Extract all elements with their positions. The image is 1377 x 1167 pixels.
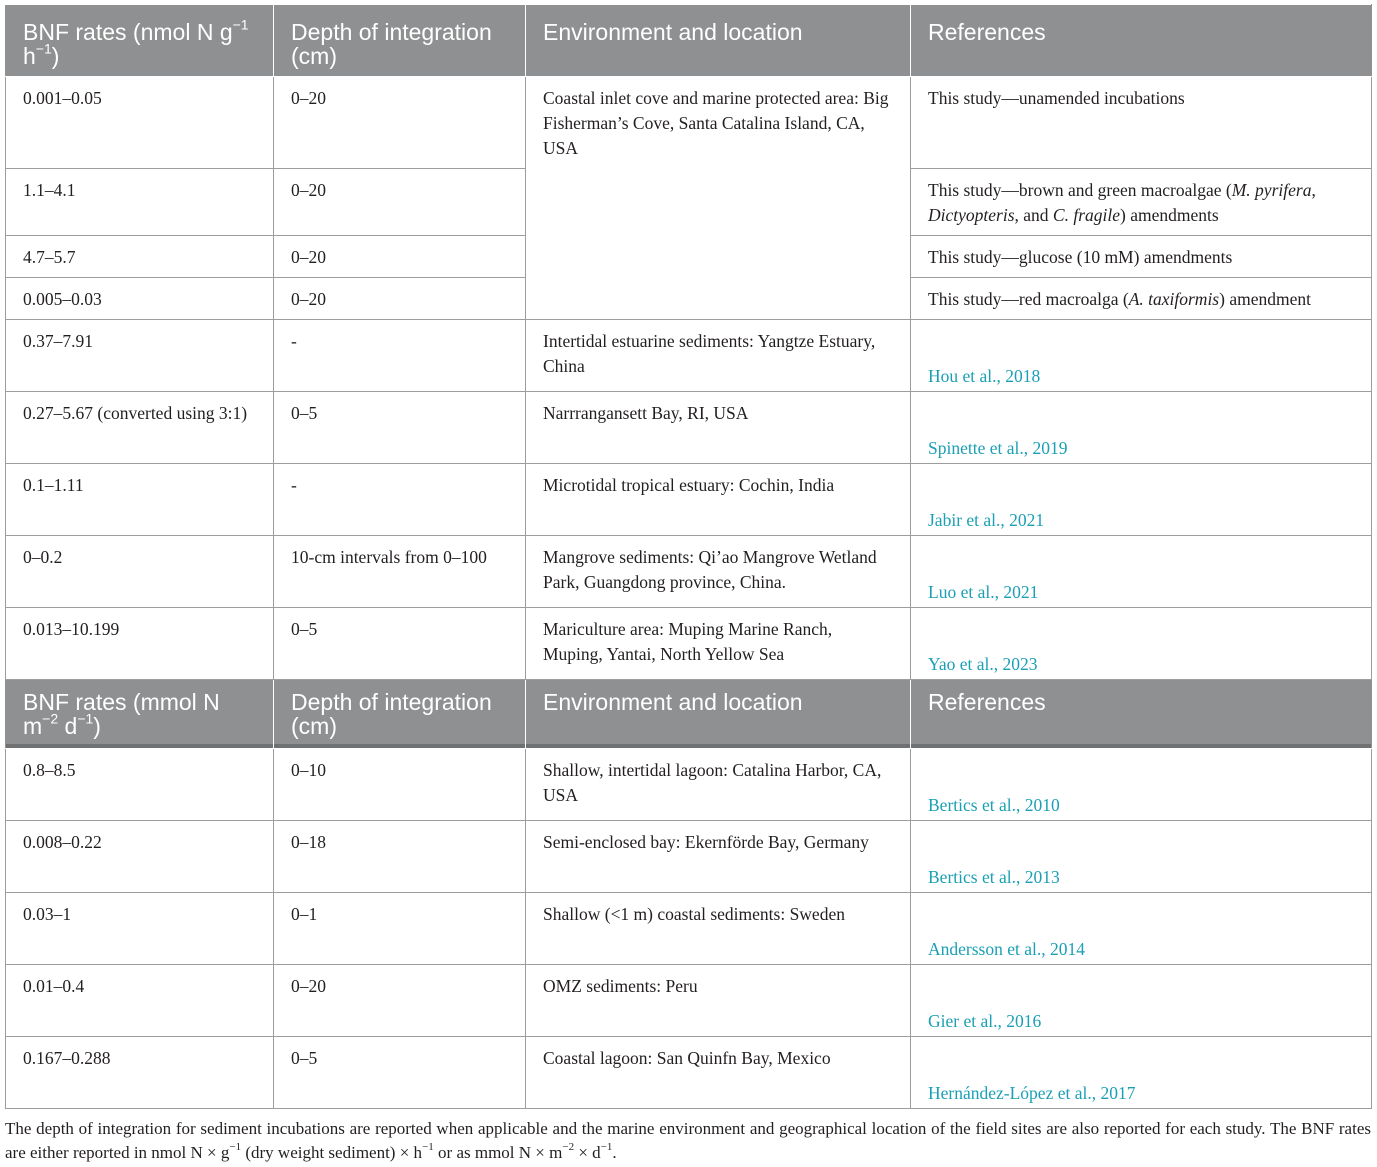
table-caption: The depth of integration for sediment incubations are reported when applicable and the marine environment and geographical location of the field sites are also reported for each study. The BNF rates are either reported in nmol $N \times g^{-1}$ (dry weight sediment) × $h^{-1}$ or as mmol $N \times m^{-2} \times d^{-1}$. — [5, 1119, 1371, 1162]
table-row — [6, 464, 1372, 536]
ref-cell — [911, 821, 1372, 893]
env-cell: Narrrangansett Bay, RI, USA — [526, 392, 911, 464]
ref-cell — [911, 464, 1372, 536]
env-cell: Coastal inlet cove and marine protected area: Big Fisherman’s Cove, Santa Catalina Island, CA, USA — [526, 77, 911, 320]
reference-link[interactable]: Yao et al., 2023 — [928, 654, 1038, 674]
header-bnf-rates-nmol: BNF rates (nmol N $g^{-1}$ $h^{-1}$) — [6, 5, 274, 77]
rate-cell: 0.01–0.4 — [6, 965, 274, 1037]
table-row — [6, 965, 1372, 1037]
reference-link[interactable]: Jabir et al., 2021 — [928, 510, 1045, 530]
rate-cell: 0.27–5.67 (converted using 3:1) — [6, 392, 274, 464]
table-row — [6, 749, 1372, 821]
header-references: References — [911, 680, 1372, 749]
rate-cell: 0–0.2 — [6, 536, 274, 608]
ref-cell — [911, 608, 1372, 680]
depth-cell: 0–10 — [274, 749, 526, 821]
ref-cell — [911, 749, 1372, 821]
depth-cell: 0–20 — [274, 77, 526, 169]
ref-cell: This study—brown and green macroalgae (M. pyrifera, Dictyopteris, and C. fragile) amendments — [911, 169, 1372, 236]
reference-link[interactable]: Hou et al., 2018 — [928, 366, 1041, 386]
header-references: References — [911, 5, 1372, 77]
table-header-mmol — [6, 680, 1372, 749]
env-cell: Mangrove sediments: Qi’ao Mangrove Wetland Park, Guangdong province, China. — [526, 536, 911, 608]
reference-link[interactable]: Bertics et al., 2010 — [928, 795, 1060, 815]
depth-cell: - — [274, 320, 526, 392]
ref-cell: This study—unamended incubations — [911, 77, 1372, 169]
ref-cell — [911, 893, 1372, 965]
table-row — [6, 392, 1372, 464]
table-row — [6, 536, 1372, 608]
env-cell: OMZ sediments: Peru — [526, 965, 911, 1037]
depth-cell: 0–20 — [274, 278, 526, 320]
table-row — [6, 608, 1372, 680]
bnf-rates-table — [5, 4, 1372, 1109]
reference-link[interactable]: Bertics et al., 2013 — [928, 867, 1060, 887]
depth-cell: 0–1 — [274, 893, 526, 965]
reference-link[interactable]: Andersson et al., 2014 — [928, 939, 1085, 959]
rate-cell: 0.8–8.5 — [6, 749, 274, 821]
depth-cell: 0–5 — [274, 392, 526, 464]
ref-cell: This study—glucose (10 mM) amendments — [911, 236, 1372, 278]
rate-cell: 0.167–0.288 — [6, 1037, 274, 1109]
ref-cell — [911, 1037, 1372, 1109]
table-row — [6, 821, 1372, 893]
header-depth: Depth of integration (cm) — [274, 5, 526, 77]
table-row — [6, 1037, 1372, 1109]
depth-cell: 0–20 — [274, 169, 526, 236]
header-depth: Depth of integration (cm) — [274, 680, 526, 749]
rate-cell: 0.005–0.03 — [6, 278, 274, 320]
rate-cell: 1.1–4.1 — [6, 169, 274, 236]
ref-cell — [911, 392, 1372, 464]
rate-cell: 0.013–10.199 — [6, 608, 274, 680]
depth-cell: 10-cm intervals from 0–100 — [274, 536, 526, 608]
ref-cell — [911, 965, 1372, 1037]
depth-cell: 0–20 — [274, 236, 526, 278]
env-cell: Shallow, intertidal lagoon: Catalina Harbor, CA, USA — [526, 749, 911, 821]
env-cell: Shallow (<1 m) coastal sediments: Sweden — [526, 893, 911, 965]
reference-link[interactable]: Luo et al., 2021 — [928, 582, 1039, 602]
ref-cell — [911, 320, 1372, 392]
depth-cell: - — [274, 464, 526, 536]
depth-cell: 0–18 — [274, 821, 526, 893]
reference-link[interactable]: Spinette et al., 2019 — [928, 438, 1068, 458]
rate-cell: 0.008–0.22 — [6, 821, 274, 893]
header-bnf-rates-mmol: BNF rates (mmol N $m^{-2}$ $d^{-1}$) — [6, 680, 274, 749]
table-row — [6, 893, 1372, 965]
env-cell: Intertidal estuarine sediments: Yangtze Estuary, China — [526, 320, 911, 392]
depth-cell: 0–5 — [274, 1037, 526, 1109]
table-header-nmol — [6, 5, 1372, 77]
ref-cell — [911, 536, 1372, 608]
header-environment: Environment and location — [526, 5, 911, 77]
depth-cell: 0–20 — [274, 965, 526, 1037]
rate-cell: 0.1–1.11 — [6, 464, 274, 536]
rate-cell: 0.03–1 — [6, 893, 274, 965]
header-environment: Environment and location — [526, 680, 911, 749]
env-cell: Microtidal tropical estuary: Cochin, India — [526, 464, 911, 536]
reference-link[interactable]: Hernández-López et al., 2017 — [928, 1083, 1136, 1103]
env-cell: Mariculture area: Muping Marine Ranch, Muping, Yantai, North Yellow Sea — [526, 608, 911, 680]
rate-cell: 0.37–7.91 — [6, 320, 274, 392]
rate-cell: 0.001–0.05 — [6, 77, 274, 169]
env-cell: Semi-enclosed bay: Ekernförde Bay, Germany — [526, 821, 911, 893]
depth-cell: 0–5 — [274, 608, 526, 680]
rate-cell: 4.7–5.7 — [6, 236, 274, 278]
table-row — [6, 77, 1372, 169]
env-cell: Coastal lagoon: San Quinfn Bay, Mexico — [526, 1037, 911, 1109]
ref-cell: This study—red macroalga (A. taxiformis) amendment — [911, 278, 1372, 320]
reference-link[interactable]: Gier et al., 2016 — [928, 1011, 1042, 1031]
table-row — [6, 320, 1372, 392]
